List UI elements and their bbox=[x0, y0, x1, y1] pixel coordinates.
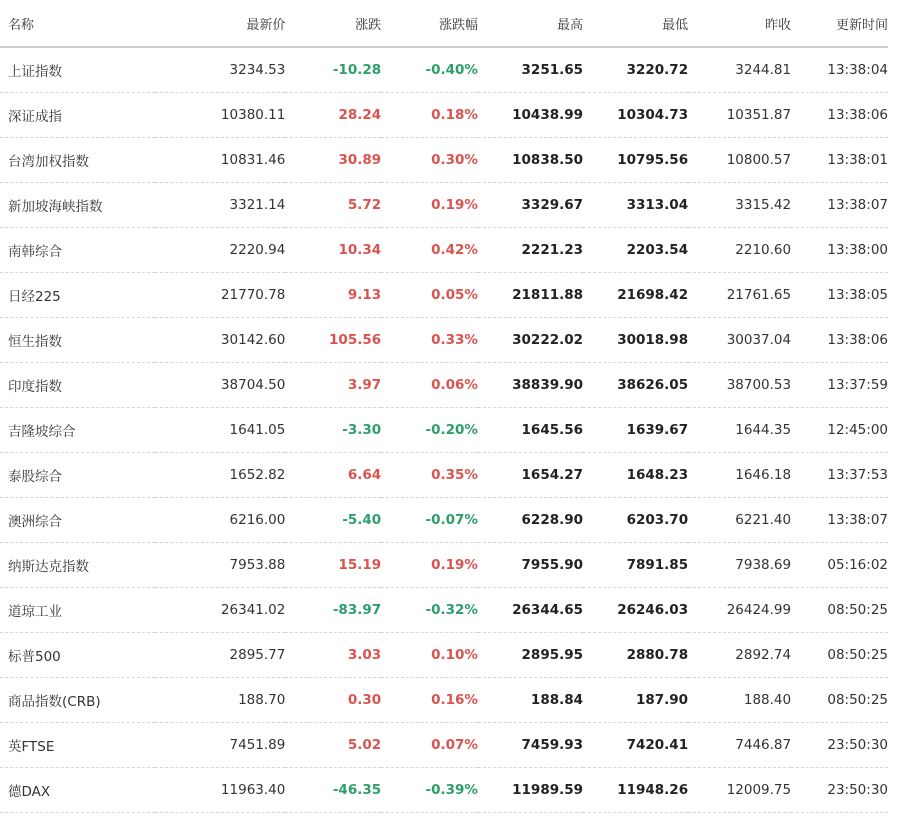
cell-change-percent: 0.30% bbox=[381, 138, 478, 183]
header-prev-close: 昨收 bbox=[688, 0, 791, 47]
cell-update-time: 13:38:07 bbox=[791, 183, 888, 228]
cell-last-price: 1652.82 bbox=[155, 453, 286, 498]
cell-last-price: 7953.88 bbox=[155, 543, 286, 588]
cell-change-percent: -0.20% bbox=[381, 408, 478, 453]
cell-last-price: 10380.11 bbox=[155, 93, 286, 138]
table-row[interactable] bbox=[0, 138, 888, 183]
cell-change: 6.64 bbox=[285, 453, 381, 498]
table-row[interactable] bbox=[0, 183, 888, 228]
cell-change-percent: 0.16% bbox=[381, 678, 478, 723]
cell-prev-close: 12009.75 bbox=[688, 768, 791, 813]
table-row[interactable] bbox=[0, 588, 888, 633]
table-row[interactable] bbox=[0, 768, 888, 813]
cell-change-percent: 0.10% bbox=[381, 633, 478, 678]
cell-change-percent: 0.18% bbox=[381, 93, 478, 138]
cell-low: 7420.41 bbox=[583, 723, 688, 768]
cell-prev-close: 3244.81 bbox=[688, 47, 791, 93]
cell-last-price: 11963.40 bbox=[155, 768, 286, 813]
table-row[interactable] bbox=[0, 228, 888, 273]
cell-high: 11989.59 bbox=[478, 768, 583, 813]
cell-high: 1654.27 bbox=[478, 453, 583, 498]
cell-update-time: 23:50:30 bbox=[791, 723, 888, 768]
table-row[interactable] bbox=[0, 363, 888, 408]
cell-change-percent: 0.42% bbox=[381, 228, 478, 273]
cell-high: 10438.99 bbox=[478, 93, 583, 138]
cell-low: 2203.54 bbox=[583, 228, 688, 273]
cell-last-price: 2220.94 bbox=[155, 228, 286, 273]
cell-prev-close: 3315.42 bbox=[688, 183, 791, 228]
cell-last-price: 2895.77 bbox=[155, 633, 286, 678]
cell-name[interactable]: 泰股综合 bbox=[0, 453, 155, 498]
cell-last-price: 7451.89 bbox=[155, 723, 286, 768]
cell-prev-close: 10351.87 bbox=[688, 93, 791, 138]
cell-prev-close: 38700.53 bbox=[688, 363, 791, 408]
cell-prev-close: 7938.69 bbox=[688, 543, 791, 588]
cell-name[interactable]: 道琼工业 bbox=[0, 588, 155, 633]
cell-change: 10.34 bbox=[285, 228, 381, 273]
cell-change-percent: 0.35% bbox=[381, 453, 478, 498]
cell-low: 30018.98 bbox=[583, 318, 688, 363]
cell-change: 0.30 bbox=[285, 678, 381, 723]
cell-low: 187.90 bbox=[583, 678, 688, 723]
cell-change-percent: 0.33% bbox=[381, 318, 478, 363]
cell-change-percent: 0.06% bbox=[381, 363, 478, 408]
cell-last-price: 188.70 bbox=[155, 678, 286, 723]
cell-high: 38839.90 bbox=[478, 363, 583, 408]
cell-low: 26246.03 bbox=[583, 588, 688, 633]
cell-high: 3329.67 bbox=[478, 183, 583, 228]
cell-high: 2895.95 bbox=[478, 633, 583, 678]
cell-name[interactable]: 商品指数(CRB) bbox=[0, 678, 155, 723]
cell-last-price: 30142.60 bbox=[155, 318, 286, 363]
cell-change: 28.24 bbox=[285, 93, 381, 138]
cell-update-time: 23:50:30 bbox=[791, 768, 888, 813]
cell-change: 15.19 bbox=[285, 543, 381, 588]
cell-name[interactable]: 英FTSE bbox=[0, 723, 155, 768]
cell-change: 3.97 bbox=[285, 363, 381, 408]
table-row[interactable] bbox=[0, 678, 888, 723]
cell-prev-close: 1644.35 bbox=[688, 408, 791, 453]
cell-change-percent: -0.40% bbox=[381, 47, 478, 93]
cell-prev-close: 21761.65 bbox=[688, 273, 791, 318]
cell-low: 3313.04 bbox=[583, 183, 688, 228]
cell-name[interactable]: 德DAX bbox=[0, 768, 155, 813]
cell-last-price: 3321.14 bbox=[155, 183, 286, 228]
cell-update-time: 08:50:25 bbox=[791, 588, 888, 633]
cell-name[interactable]: 新加坡海峡指数 bbox=[0, 183, 155, 228]
cell-high: 2221.23 bbox=[478, 228, 583, 273]
cell-high: 26344.65 bbox=[478, 588, 583, 633]
cell-update-time: 13:38:04 bbox=[791, 47, 888, 93]
cell-update-time: 13:38:07 bbox=[791, 498, 888, 543]
table-row[interactable] bbox=[0, 318, 888, 363]
cell-change: -83.97 bbox=[285, 588, 381, 633]
cell-high: 10838.50 bbox=[478, 138, 583, 183]
cell-change: -10.28 bbox=[285, 47, 381, 93]
cell-prev-close: 26424.99 bbox=[688, 588, 791, 633]
cell-last-price: 3234.53 bbox=[155, 47, 286, 93]
cell-low: 10795.56 bbox=[583, 138, 688, 183]
cell-high: 3251.65 bbox=[478, 47, 583, 93]
cell-update-time: 13:38:06 bbox=[791, 318, 888, 363]
cell-name[interactable]: 南韩综合 bbox=[0, 228, 155, 273]
header-change: 涨跌 bbox=[285, 0, 381, 47]
cell-name[interactable]: 澳洲综合 bbox=[0, 498, 155, 543]
cell-high: 21811.88 bbox=[478, 273, 583, 318]
cell-change: 5.72 bbox=[285, 183, 381, 228]
cell-name[interactable]: 台湾加权指数 bbox=[0, 138, 155, 183]
cell-high: 1645.56 bbox=[478, 408, 583, 453]
table-row[interactable] bbox=[0, 633, 888, 678]
cell-change-percent: -0.39% bbox=[381, 768, 478, 813]
cell-change: 9.13 bbox=[285, 273, 381, 318]
cell-update-time: 13:38:05 bbox=[791, 273, 888, 318]
cell-low: 2880.78 bbox=[583, 633, 688, 678]
cell-change: 3.03 bbox=[285, 633, 381, 678]
cell-last-price: 10831.46 bbox=[155, 138, 286, 183]
cell-change: -46.35 bbox=[285, 768, 381, 813]
cell-change-percent: 0.19% bbox=[381, 543, 478, 588]
cell-prev-close: 7446.87 bbox=[688, 723, 791, 768]
cell-low: 1639.67 bbox=[583, 408, 688, 453]
cell-prev-close: 1646.18 bbox=[688, 453, 791, 498]
cell-prev-close: 188.40 bbox=[688, 678, 791, 723]
cell-low: 7891.85 bbox=[583, 543, 688, 588]
cell-low: 1648.23 bbox=[583, 453, 688, 498]
cell-high: 6228.90 bbox=[478, 498, 583, 543]
cell-change: 5.02 bbox=[285, 723, 381, 768]
cell-low: 10304.73 bbox=[583, 93, 688, 138]
cell-high: 7459.93 bbox=[478, 723, 583, 768]
cell-update-time: 13:38:01 bbox=[791, 138, 888, 183]
cell-update-time: 13:38:00 bbox=[791, 228, 888, 273]
cell-low: 21698.42 bbox=[583, 273, 688, 318]
table-body bbox=[0, 47, 888, 813]
cell-prev-close: 2892.74 bbox=[688, 633, 791, 678]
table-row[interactable] bbox=[0, 498, 888, 543]
cell-low: 3220.72 bbox=[583, 47, 688, 93]
cell-low: 6203.70 bbox=[583, 498, 688, 543]
cell-prev-close: 2210.60 bbox=[688, 228, 791, 273]
cell-last-price: 38704.50 bbox=[155, 363, 286, 408]
cell-update-time: 13:38:06 bbox=[791, 93, 888, 138]
cell-last-price: 6216.00 bbox=[155, 498, 286, 543]
table-row[interactable] bbox=[0, 93, 888, 138]
cell-prev-close: 30037.04 bbox=[688, 318, 791, 363]
cell-prev-close: 10800.57 bbox=[688, 138, 791, 183]
cell-high: 7955.90 bbox=[478, 543, 583, 588]
cell-change: -5.40 bbox=[285, 498, 381, 543]
cell-name[interactable]: 上证指数 bbox=[0, 47, 155, 93]
cell-low: 11948.26 bbox=[583, 768, 688, 813]
cell-change: 30.89 bbox=[285, 138, 381, 183]
header-change-percent: 涨跌幅 bbox=[381, 0, 478, 47]
cell-update-time: 08:50:25 bbox=[791, 633, 888, 678]
cell-prev-close: 6221.40 bbox=[688, 498, 791, 543]
table-row[interactable] bbox=[0, 453, 888, 498]
cell-update-time: 12:45:00 bbox=[791, 408, 888, 453]
cell-update-time: 13:37:59 bbox=[791, 363, 888, 408]
header-high: 最高 bbox=[478, 0, 583, 47]
table-row[interactable] bbox=[0, 723, 888, 768]
cell-change-percent: 0.07% bbox=[381, 723, 478, 768]
table-header bbox=[0, 0, 888, 47]
table-row[interactable] bbox=[0, 408, 888, 453]
cell-high: 188.84 bbox=[478, 678, 583, 723]
table-row[interactable] bbox=[0, 273, 888, 318]
cell-name[interactable]: 恒生指数 bbox=[0, 318, 155, 363]
header-row bbox=[0, 0, 888, 47]
cell-change-percent: 0.05% bbox=[381, 273, 478, 318]
cell-change: -3.30 bbox=[285, 408, 381, 453]
cell-last-price: 26341.02 bbox=[155, 588, 286, 633]
table-row[interactable] bbox=[0, 543, 888, 588]
cell-name[interactable]: 标普500 bbox=[0, 633, 155, 678]
header-update-time: 更新时间 bbox=[791, 0, 888, 47]
cell-change-percent: -0.32% bbox=[381, 588, 478, 633]
cell-name[interactable]: 印度指数 bbox=[0, 363, 155, 408]
cell-name[interactable]: 纳斯达克指数 bbox=[0, 543, 155, 588]
cell-last-price: 1641.05 bbox=[155, 408, 286, 453]
cell-change: 105.56 bbox=[285, 318, 381, 363]
header-low: 最低 bbox=[583, 0, 688, 47]
cell-change-percent: 0.19% bbox=[381, 183, 478, 228]
cell-name[interactable]: 吉隆坡综合 bbox=[0, 408, 155, 453]
cell-change-percent: -0.07% bbox=[381, 498, 478, 543]
header-name: 名称 bbox=[0, 0, 155, 47]
cell-high: 30222.02 bbox=[478, 318, 583, 363]
cell-update-time: 05:16:02 bbox=[791, 543, 888, 588]
cell-name[interactable]: 深证成指 bbox=[0, 93, 155, 138]
cell-last-price: 21770.78 bbox=[155, 273, 286, 318]
cell-low: 38626.05 bbox=[583, 363, 688, 408]
table-row[interactable] bbox=[0, 47, 888, 93]
cell-update-time: 13:37:53 bbox=[791, 453, 888, 498]
cell-update-time: 08:50:25 bbox=[791, 678, 888, 723]
header-last-price: 最新价 bbox=[155, 0, 286, 47]
cell-name[interactable]: 日经225 bbox=[0, 273, 155, 318]
